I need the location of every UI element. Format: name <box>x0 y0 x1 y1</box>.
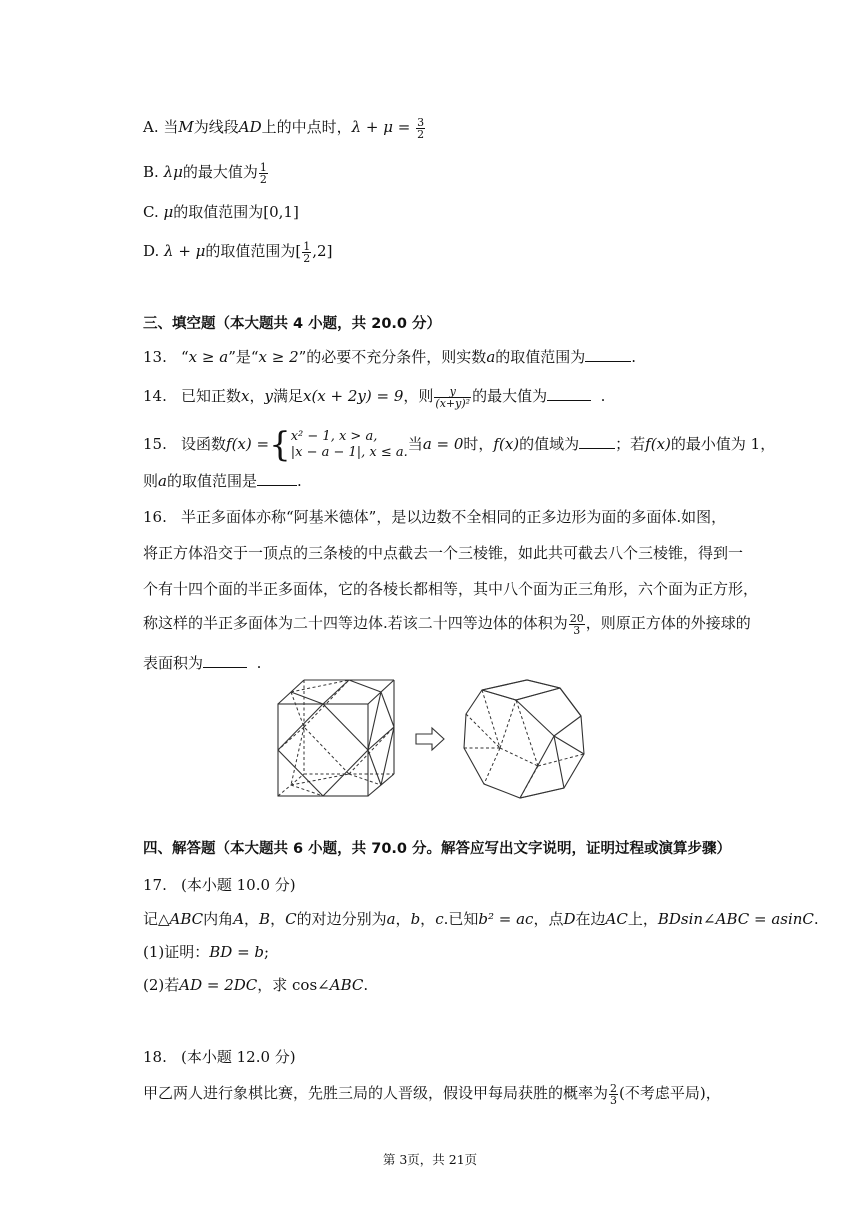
fraction: $\frac{20}{3}$ <box>569 611 584 637</box>
piecewise-cases: x² − 1, x > a, |x − a − 1|, x ≤ a. <box>290 429 408 460</box>
page-footer: 第 3页，共 21页 <box>382 1152 478 1167</box>
answer-blank <box>257 471 297 486</box>
question-16: 16. 半正多面体亦称“阿基米德体”，是以边数不全相同的正多边形为面的多面体.如图， <box>143 508 727 526</box>
fraction: $\frac{1}{2}$ <box>259 160 267 186</box>
question-16-line5: 表面积为 . <box>143 654 262 672</box>
question-13: 13. “x ≥ a”是“x ≥ 2”的必要不充分条件，则实数a的取值范围为 . <box>143 348 637 366</box>
question-17-stem: 记△ABC内角A，B，C的对边分别为a，b，c.已知b² = ac，点D在边AC上，BDsin∠ABC = asinC. <box>143 910 819 928</box>
question-15: 15. 设函数f(x) ={ x² − 1, x > a, |x − a − 1|, x ≤ a. 当a = 0时，f(x)的值域为 ；若f(x)的最小值为 1， <box>143 425 776 465</box>
option-a: A. 当M为线段AD上的中点时，λ + μ = $\frac{3}{2}$ <box>143 115 425 141</box>
question-17-part2: (2)若AD = 2DC，求 cos∠ABC. <box>143 976 369 994</box>
answer-blank <box>579 434 615 449</box>
fraction: $\frac{2}{3}$ <box>610 1081 618 1107</box>
question-17-header: 17. (本小题 10.0 分) <box>143 876 296 894</box>
cube-truncation-figure <box>270 676 590 802</box>
option-b: B. λμ的最大值为 $\frac{1}{2}$ <box>143 160 267 186</box>
option-d: D. λ + μ的取值范围为[ $\frac{1}{2}$ ,2] <box>143 239 333 265</box>
answer-blank <box>203 653 247 668</box>
answer-blank <box>585 347 631 362</box>
question-18-stem: 甲乙两人进行象棋比赛，先胜三局的人晋级，假设甲每局获胜的概率为 $\frac{2}{3}$ (不考虑平局)， <box>143 1081 721 1107</box>
fraction: $\frac{1}{2}$ <box>303 239 311 265</box>
fraction: $\frac{y}{\text{(x+y)²}}$ <box>435 384 471 410</box>
section-heading-fill-in: 三、填空题（本大题共 4 小题，共 20.0 分） <box>143 316 442 332</box>
question-16-line2: 将正方体沿交于一顶点的三条棱的中点截去一个三棱锥，如此共可截去八个三棱锥，得到一 <box>143 544 744 562</box>
question-17-part1: (1)证明：BD = b; <box>143 943 270 961</box>
answer-blank <box>547 386 591 401</box>
question-18-header: 18. (本小题 12.0 分) <box>143 1048 296 1066</box>
fraction: $\frac{3}{2}$ <box>417 115 425 141</box>
question-14: 14. 已知正数x，y满足x(x + 2y) = 9，则 $\frac{y}{\text{(x+y)²}}$ 的最大值为 . <box>143 384 606 410</box>
question-16-line3: 个有十四个面的半正多面体，它的各棱长都相等，其中八个面为正三角形，六个面为正方形， <box>143 580 759 598</box>
option-c: C. μ的取值范围为[0,1] <box>143 203 299 221</box>
section-heading-solutions: 四、解答题（本大题共 6 小题，共 70.0 分。解答应写出文字说明，证明过程或演算步骤） <box>143 841 732 857</box>
question-15-cont: 则a的取值范围是 . <box>143 472 302 490</box>
question-16-line4: 称这样的半正多面体为二十四等边体.若该二十四等边体的体积为 $\frac{20}{3}$ ，则原正方体的外接球的 <box>143 611 751 637</box>
